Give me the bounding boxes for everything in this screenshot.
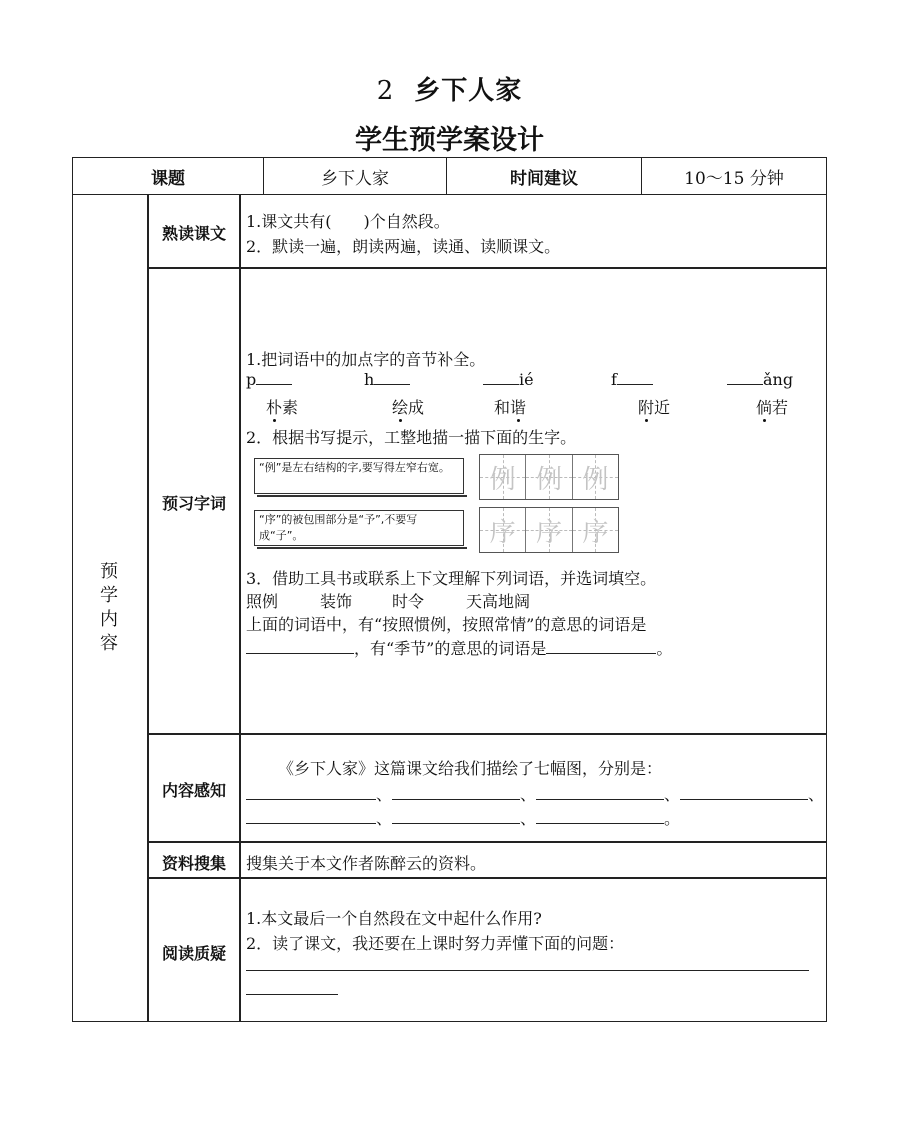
topic-value: 乡下人家 <box>263 158 446 194</box>
questions-label: 阅读质疑 <box>161 944 226 963</box>
words-q3-line2: ，有“季节”的意思的词语是 。 <box>246 636 672 659</box>
row-divider <box>147 267 827 269</box>
words-q2: 2．根据书写提示，工整地描一描下面的生字。 <box>246 428 577 447</box>
words-q3: 3．借助工具书或联系上下文理解下列词语，并选词填空。 <box>246 569 657 588</box>
tracing-grid-1[interactable] <box>479 454 619 500</box>
content-blanks-row1[interactable]: 、 、 、 、 <box>246 782 824 805</box>
word-1: 朴素 <box>266 398 299 417</box>
lesson-name: 乡下人家 <box>414 76 523 106</box>
time-label: 时间建议 <box>446 158 641 194</box>
main-table <box>72 194 827 1022</box>
reading-line-1: 1.课文共有( )个自然段。 <box>246 212 450 231</box>
questions-q2: 2．读了课文，我还要在上课时努力弄懂下面的问题： <box>246 934 625 953</box>
words-q3-line1: 上面的词语中，有“按照惯例，按照常情”的意思的词语是 <box>246 615 647 634</box>
fill-blank[interactable] <box>546 639 656 654</box>
word-option: 时令 <box>392 592 425 611</box>
tracing-cell[interactable]: 例 <box>480 455 526 499</box>
word-5: 倘若 <box>756 398 789 417</box>
words-label: 预习字词 <box>161 494 226 513</box>
header-row <box>72 157 827 195</box>
tracing-cell[interactable]: 例 <box>573 455 618 499</box>
pinyin-blank-1[interactable]: p <box>246 370 292 389</box>
tracing-cell[interactable]: 序 <box>573 508 618 552</box>
row-divider <box>147 877 827 879</box>
writing-tip-1: “例”是左右结构的字,要写得左窄右宽。 <box>254 458 464 494</box>
lesson-number: 2 <box>376 76 395 106</box>
answer-line[interactable] <box>246 970 809 971</box>
reading-line-2: 2．默读一遍，朗读两遍，读通、读顺课文。 <box>246 237 561 256</box>
tracing-cell[interactable]: 例 <box>526 455 572 499</box>
tracing-cell[interactable]: 序 <box>526 508 572 552</box>
topic-label: 课题 <box>151 168 185 189</box>
tracing-grid-2[interactable] <box>479 507 619 553</box>
divider-label <box>239 194 241 1022</box>
page-subtitle: 学生预学案设计 <box>355 125 544 156</box>
fill-blank[interactable] <box>246 639 354 654</box>
pinyin-blank-2[interactable]: h <box>364 370 410 389</box>
side-label: 预 学 内 容 <box>100 561 118 654</box>
lesson-title <box>0 70 899 107</box>
row-divider <box>147 733 827 735</box>
content-label: 内容感知 <box>161 781 226 800</box>
word-option: 天高地阔 <box>466 592 531 611</box>
reading-label: 熟读课文 <box>161 224 226 243</box>
word-4: 附近 <box>638 398 671 417</box>
content-blanks-row2[interactable]: 、 、 。 <box>246 806 680 829</box>
pinyin-blank-4[interactable]: f <box>611 370 653 389</box>
word-3: 和谐 <box>494 398 527 417</box>
words-q1: 1.把词语中的加点字的音节补全。 <box>246 350 486 369</box>
time-value: 10～15 分钟 <box>641 158 826 194</box>
writing-tip-2: “序”的被包围部分是“予”,不要写成“子”。 <box>254 510 464 546</box>
research-text: 搜集关于本文作者陈醉云的资料。 <box>246 854 487 873</box>
pinyin-blank-3[interactable]: ié <box>483 370 534 389</box>
word-2: 绘成 <box>392 398 425 417</box>
questions-q1: 1.本文最后一个自然段在文中起什么作用? <box>246 909 542 928</box>
answer-line[interactable] <box>246 994 338 995</box>
word-option: 照例 <box>246 592 279 611</box>
content-intro: 《乡下人家》这篇课文给我们描绘了七幅图，分别是： <box>278 759 663 778</box>
row-divider <box>147 841 827 843</box>
pinyin-blank-5[interactable]: ǎng <box>727 370 793 389</box>
research-label: 资料搜集 <box>161 854 226 873</box>
tracing-cell[interactable]: 序 <box>480 508 526 552</box>
divider-side <box>147 194 149 1022</box>
word-option: 装饰 <box>320 592 353 611</box>
